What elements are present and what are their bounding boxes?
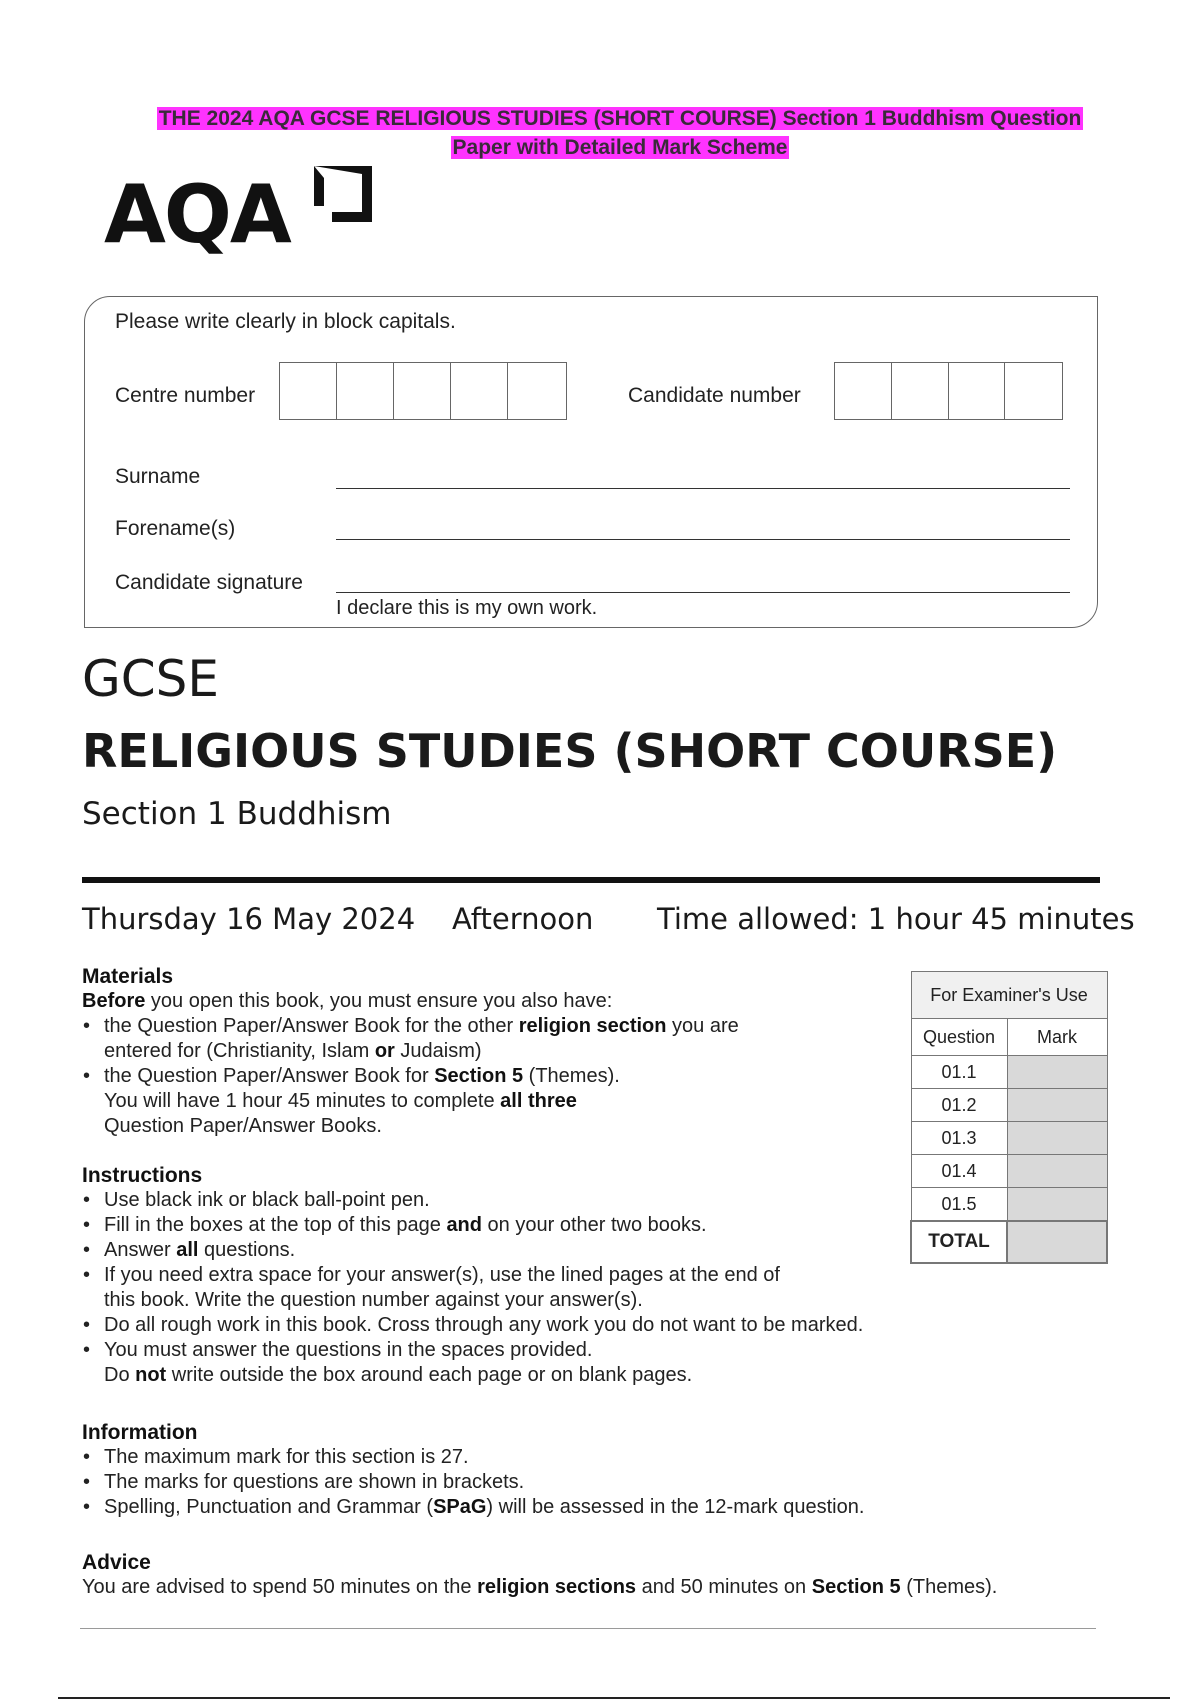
document-banner (80, 104, 1160, 162)
centre-number-digit[interactable] (508, 363, 565, 419)
materials-list (82, 1014, 762, 1139)
block-capitals-instruction: Please write clearly in block capitals. (115, 310, 456, 333)
mark-cell[interactable] (1007, 1089, 1107, 1122)
candidate-number-digit[interactable] (892, 363, 949, 419)
list-item: • Fill in the boxes at the top of this page and on your other two books. (82, 1213, 922, 1238)
centre-number-label: Centre number (115, 384, 256, 407)
question-number: 01.3 (911, 1122, 1007, 1155)
table-row (911, 1155, 1107, 1188)
mark-cell[interactable] (1007, 1122, 1107, 1155)
candidate-signature-label: Candidate signature (115, 571, 303, 594)
forenames-label: Forename(s) (115, 517, 236, 540)
information-heading: Information (82, 1421, 198, 1444)
exam-session: Afternoon (452, 902, 594, 936)
candidate-signature-field[interactable] (336, 592, 1070, 593)
total-mark-cell[interactable] (1007, 1221, 1107, 1263)
information-list (82, 1445, 922, 1520)
list-item: • Use black ink or black ball-point pen. (82, 1188, 922, 1213)
table-row (911, 1089, 1107, 1122)
centre-number-digit[interactable] (280, 363, 337, 419)
table-row (911, 1122, 1107, 1155)
list-item: • The marks for questions are shown in brackets. (82, 1470, 922, 1495)
list-item: • the Question Paper/Answer Book for the other religion section you are entered for (Christianity, Islam or Judaism) (82, 1014, 762, 1064)
list-item: • If you need extra space for your answer(s), use the lined pages at the end of this book. Write the question number against your answer(s). (82, 1263, 814, 1313)
aqa-logo-text: AQA (104, 168, 290, 261)
materials-section (82, 964, 762, 1139)
list-item: • The maximum mark for this section is 27. (82, 1445, 922, 1470)
list-item: • You must answer the questions in the spaces provided. Do not write outside the box around each page or on blank pages. (82, 1338, 922, 1388)
list-item: • the Question Paper/Answer Book for Section 5 (Themes). You will have 1 hour 45 minutes to complete all three Question Paper/Answer Books. (82, 1064, 762, 1139)
exam-date: Thursday 16 May 2024 (82, 902, 416, 936)
forenames-field[interactable] (336, 539, 1070, 540)
question-column-header: Question (911, 1019, 1007, 1056)
mark-cell[interactable] (1007, 1155, 1107, 1188)
instructions-section (82, 1163, 922, 1388)
table-row (911, 1188, 1107, 1222)
time-allowed: Time allowed: 1 hour 45 minutes (657, 902, 1135, 936)
surname-label: Surname (115, 465, 201, 488)
question-number: 01.5 (911, 1188, 1007, 1222)
aqa-logo-mark-icon (310, 166, 372, 228)
advice-text: You are advised to spend 50 minutes on the religion sections and 50 minutes on Section 5 (Themes). (82, 1576, 998, 1598)
list-item: • Do all rough work in this book. Cross through any work you do not want to be marked. (82, 1313, 922, 1338)
list-item: • Spelling, Punctuation and Grammar (SPaG) will be assessed in the 12-mark question. (82, 1495, 922, 1520)
examiner-table-title: For Examiner's Use (911, 972, 1107, 1019)
mark-cell[interactable] (1007, 1188, 1107, 1222)
total-label: TOTAL (911, 1221, 1007, 1263)
centre-number-digit[interactable] (451, 363, 508, 419)
banner-line-2: Paper with Detailed Mark Scheme (452, 136, 788, 159)
footer-divider (80, 1628, 1096, 1629)
instructions-list (82, 1188, 922, 1388)
candidate-number-digit[interactable] (835, 363, 892, 419)
qualification-title: GCSE (82, 650, 219, 708)
mark-column-header: Mark (1007, 1019, 1107, 1056)
subject-title: RELIGIOUS STUDIES (SHORT COURSE) (82, 724, 1058, 778)
advice-heading: Advice (82, 1551, 151, 1574)
centre-number-digit[interactable] (337, 363, 394, 419)
table-row (911, 1056, 1107, 1089)
candidate-number-digit[interactable] (949, 363, 1006, 419)
advice-section (82, 1550, 1082, 1600)
total-row (911, 1221, 1107, 1263)
instructions-heading: Instructions (82, 1164, 203, 1187)
examiner-use-table (910, 971, 1108, 1264)
question-number: 01.2 (911, 1089, 1007, 1122)
banner-line-1: THE 2024 AQA GCSE RELIGIOUS STUDIES (SHORT COURSE) Section 1 Buddhism Question (158, 107, 1082, 130)
candidate-number-digit[interactable] (1005, 363, 1062, 419)
section-title: Section 1 Buddhism (82, 796, 392, 832)
surname-field[interactable] (336, 488, 1070, 489)
heading-divider (82, 877, 1100, 883)
candidate-number-boxes[interactable] (834, 362, 1063, 420)
centre-number-digit[interactable] (394, 363, 451, 419)
page-bottom-rule (58, 1697, 1170, 1699)
information-section (82, 1420, 922, 1520)
question-number: 01.1 (911, 1056, 1007, 1089)
materials-intro: Before you open this book, you must ensure you also have: (82, 990, 613, 1012)
centre-number-boxes[interactable] (279, 362, 567, 420)
question-number: 01.4 (911, 1155, 1007, 1188)
list-item: • Answer all questions. (82, 1238, 922, 1263)
materials-heading: Materials (82, 965, 174, 988)
mark-cell[interactable] (1007, 1056, 1107, 1089)
declaration-text: I declare this is my own work. (336, 597, 598, 619)
candidate-number-label: Candidate number (628, 384, 801, 407)
